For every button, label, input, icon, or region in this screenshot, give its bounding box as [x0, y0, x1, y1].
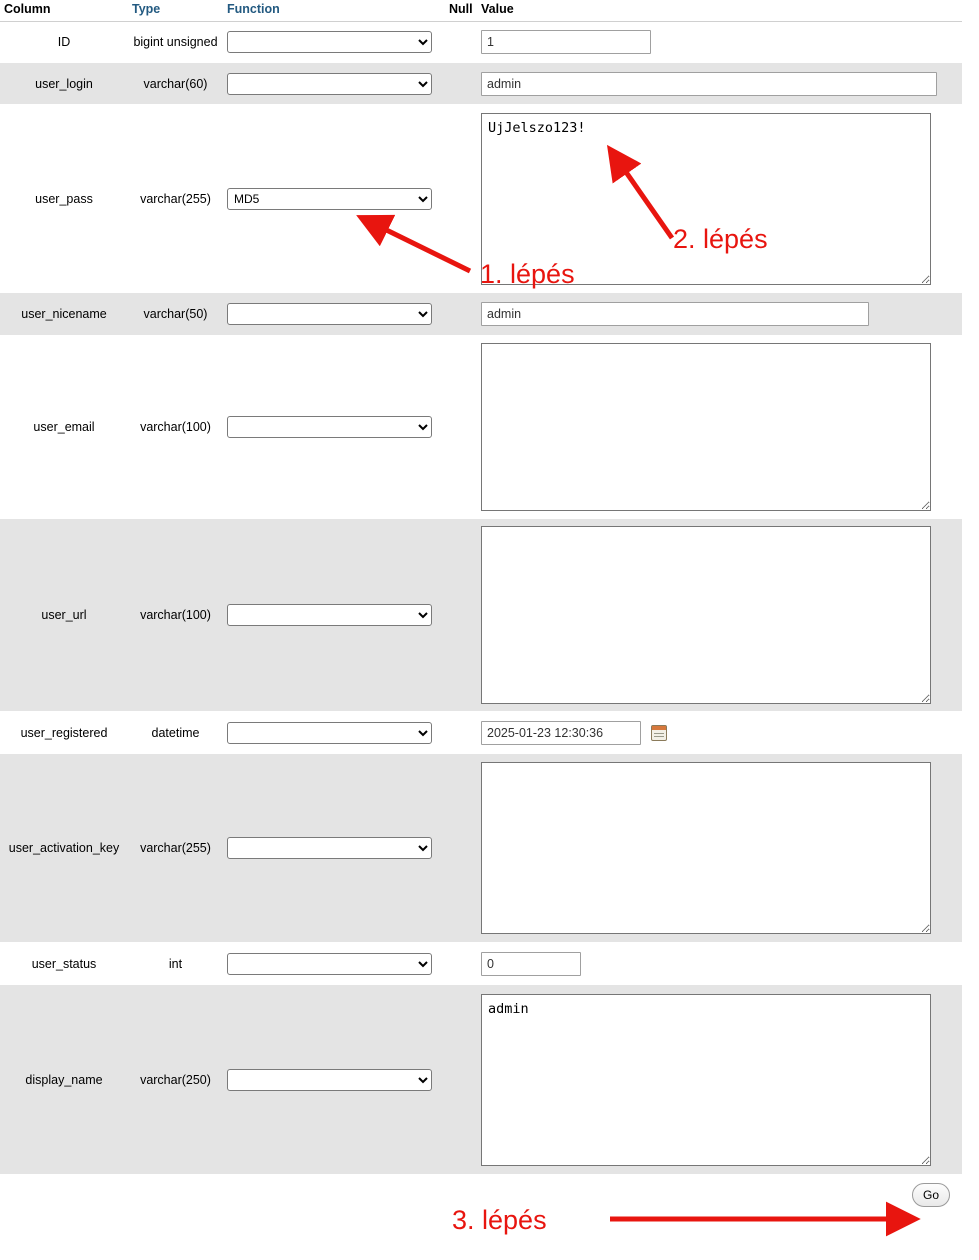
value-textarea-user-url[interactable] [481, 526, 931, 704]
cell-value [477, 519, 962, 712]
cell-column-name: user_url [0, 519, 128, 712]
cell-column-name: user_login [0, 63, 128, 105]
table-row [0, 754, 962, 943]
cell-value [477, 105, 962, 293]
cell-column-type: varchar(50) [128, 293, 223, 336]
cell-function [223, 519, 445, 712]
cell-function [223, 293, 445, 336]
cell-function [223, 712, 445, 754]
cell-column-type: varchar(255) [128, 754, 223, 943]
value-textarea-user-pass[interactable] [481, 113, 931, 285]
value-textarea-user-activation-key[interactable] [481, 762, 931, 934]
table-row [0, 293, 962, 336]
cell-null [445, 293, 477, 336]
cell-function [223, 105, 445, 293]
function-select-user-nicename[interactable] [227, 303, 432, 325]
table-head [0, 0, 962, 22]
table-row [0, 336, 962, 519]
header-function[interactable]: Function [223, 0, 445, 22]
value-input-user-login[interactable] [481, 72, 937, 96]
value-input-user-registered[interactable] [481, 721, 641, 745]
cell-column-type: int [128, 943, 223, 985]
cell-column-name: user_nicename [0, 293, 128, 336]
function-select-user-pass[interactable] [227, 188, 432, 210]
cell-column-type: varchar(250) [128, 985, 223, 1175]
go-button[interactable]: Go [912, 1183, 950, 1207]
annotation-step2-label: 2. lépés [673, 224, 768, 254]
cell-null [445, 105, 477, 293]
function-select-user-registered[interactable] [227, 722, 432, 744]
cell-null [445, 943, 477, 985]
cell-column-name: ID [0, 22, 128, 63]
cell-null [445, 754, 477, 943]
cell-value [477, 943, 962, 985]
cell-column-name: user_status [0, 943, 128, 985]
cell-null [445, 63, 477, 105]
value-textarea-display-name[interactable] [481, 994, 931, 1166]
cell-column-name: user_activation_key [0, 754, 128, 943]
cell-value [477, 712, 962, 754]
cell-null [445, 985, 477, 1175]
cell-value [477, 293, 962, 336]
cell-null [445, 519, 477, 712]
cell-function [223, 943, 445, 985]
cell-null [445, 712, 477, 754]
cell-value [477, 985, 962, 1175]
cell-null [445, 336, 477, 519]
cell-column-type: datetime [128, 712, 223, 754]
cell-column-type: varchar(255) [128, 105, 223, 293]
table-row [0, 985, 962, 1175]
function-select-display-name[interactable] [227, 1069, 432, 1091]
calendar-icon[interactable] [651, 725, 667, 741]
cell-value [477, 63, 962, 105]
function-select-id[interactable] [227, 31, 432, 53]
cell-column-name: user_registered [0, 712, 128, 754]
header-value: Value [477, 0, 962, 22]
function-select-user-status[interactable] [227, 953, 432, 975]
value-input-user-status[interactable] [481, 952, 581, 976]
cell-function [223, 63, 445, 105]
table-row [0, 519, 962, 712]
cell-null [445, 22, 477, 63]
table-row [0, 943, 962, 985]
value-textarea-user-email[interactable] [481, 343, 931, 511]
cell-column-type: varchar(100) [128, 519, 223, 712]
value-input-user-nicename[interactable] [481, 302, 869, 326]
table-body [0, 22, 962, 1175]
table-row [0, 105, 962, 293]
cell-column-type: varchar(100) [128, 336, 223, 519]
cell-column-name: user_email [0, 336, 128, 519]
cell-column-type: varchar(60) [128, 63, 223, 105]
value-input-id[interactable] [481, 30, 651, 54]
cell-function [223, 336, 445, 519]
table-row [0, 712, 962, 754]
table-row [0, 22, 962, 63]
annotation-step3-label: 3. lépés [452, 1205, 547, 1235]
header-column: Column [0, 0, 128, 22]
cell-value [477, 22, 962, 63]
table-row [0, 63, 962, 105]
cell-function [223, 754, 445, 943]
cell-column-name: display_name [0, 985, 128, 1175]
cell-function [223, 985, 445, 1175]
header-type[interactable]: Type [128, 0, 223, 22]
function-select-user-activation-key[interactable] [227, 837, 432, 859]
table-header-row [0, 0, 962, 22]
cell-value [477, 754, 962, 943]
annotation-step1-label: 1. lépés [480, 259, 575, 289]
header-null: Null [445, 0, 477, 22]
form-footer [0, 1175, 962, 1221]
cell-value [477, 336, 962, 519]
cell-column-name: user_pass [0, 105, 128, 293]
function-select-user-url[interactable] [227, 604, 432, 626]
function-select-user-email[interactable] [227, 416, 432, 438]
cell-column-type: bigint unsigned [128, 22, 223, 63]
cell-function [223, 22, 445, 63]
function-select-user-login[interactable] [227, 73, 432, 95]
